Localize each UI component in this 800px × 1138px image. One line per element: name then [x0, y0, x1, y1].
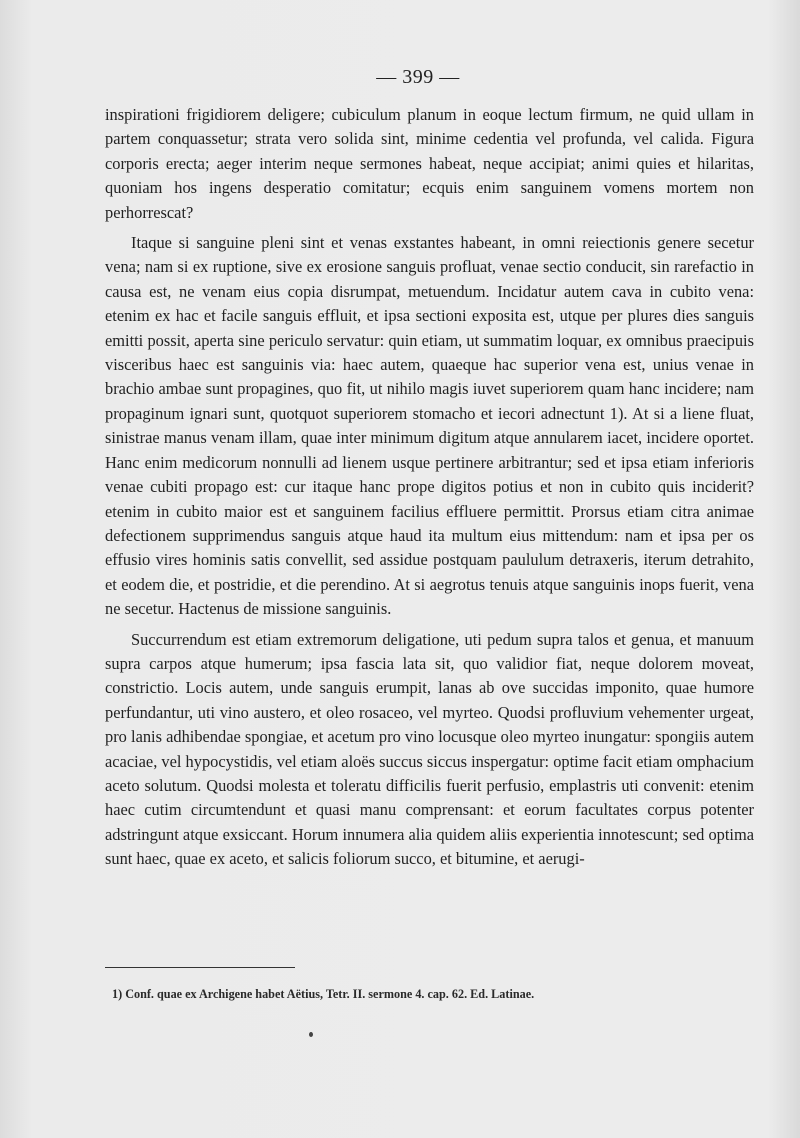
- ink-speck: [309, 1032, 313, 1037]
- body-text: [105, 103, 754, 878]
- footnote: 1) Conf. quae ex Archigene habet Aëtius, Tetr. II. sermone 4. cap. 62. Ed. Latinae.: [112, 987, 535, 1001]
- footnote-divider: [105, 967, 295, 968]
- paragraph-3: Succurrendum est etiam extremorum deligatione, uti pedum supra talos et genua, et manuum supra carpos atque humerum; ipsa fascia lata sit, quo validior fiat, neque dolorem moveat, constrictio. Locis autem, unde sanguis erumpit, lanas ab ove succidas imponito, quae humore perfundantur, uti vino austero, et oleo rosaceo, vel myrteo. Quodsi profluvium vehementer urgeat, pro lanis adhibendae spongiae, et acetum pro vino locusque oleo myrteo inungatur: spongiis autem acaciae, vel hypocystidis, vel etiam aloës succus siccus inspergatur: optime facit etiam omphacium aceto solutum. Quodsi molesta et toleratu difficilis fuerit perfusio, emplastris uti convenit: etenim haec cutim circumtendunt et quasi manu comprensant: et eorum facultates corpus potenter adstringunt atque exsiccant. Horum innumera alia quidem aliis experientia innotescunt; sed optima sunt haec, quae ex aceto, et salicis foliorum succo, et bitumine, et aerugi-: [105, 629, 754, 869]
- paragraph-2: Itaque si sanguine pleni sint et venas exstantes habeant, in omni reiectionis genere secetur vena; nam si ex ruptione, sive ex erosione sanguis profluat, venae sectio conducit, sin rarefactio in causa est, ne venam eius copia disrumpat, metuendum. Incidatur autem cava in cubito vena: etenim ex hac et facile sanguis effluit, et ipsa sectioni exposita est, utque per plures dies sanguis emitti possit, aperta sine periculo servatur: quin etiam, ut summatim loquar, ex omnibus praecipuis visceribus haec est sanguinis via: haec autem, quaeque hac superior vena est, unius venae in brachio ambae sunt propagines, quo fit, ut nihilo magis iuvet superiorem quam hanc incidere; nam propaginum ignari sunt, quotquot superiorem stomacho et iecori adnectunt 1). At si a liene fluat, sinistrae manus venam illam, quae inter minimum digitum atque annularem iacet, incidere oportet. Hanc enim medicorum nonnulli ad lienem usque pertinere arbitrantur; sed et ipsa etiam inferioris venae cubiti propago est: cur itaque hanc prope digitos potius et non in cubito quis inciderit? etenim in cubito maior est et sanguinem facilius effluere permittit. Prorsus etiam citra animae defectionem supprimendus sanguis atque haud ita multum eius mittendum: nam et ipsa per os effusio vires hominis satis convellit, sed assidue postquam paululum detraxeris, iterum detrahito, et eodem die, et postridie, et die perendino. At si aegrotus tenuis atque sanguinis inops fuerit, vena ne secetur. Hactenus de missione sanguinis.: [105, 233, 754, 619]
- paragraph-1: inspirationi frigidiorem deligere; cubiculum planum in eoque lectum firmum, ne quid ullam in partem conquassetur; strata vero solida sint, minime cedentia vel profunda, vel calida. Figura corporis erecta; aeger interim neque sermones habeat, neque accipiat; animi quies et hilaritas, quoniam hos ingens desperatio comitatur; ecquis enim sanguinem vomens mortem non perhorrescat?: [105, 105, 754, 222]
- page-number: — 399 —: [376, 66, 460, 88]
